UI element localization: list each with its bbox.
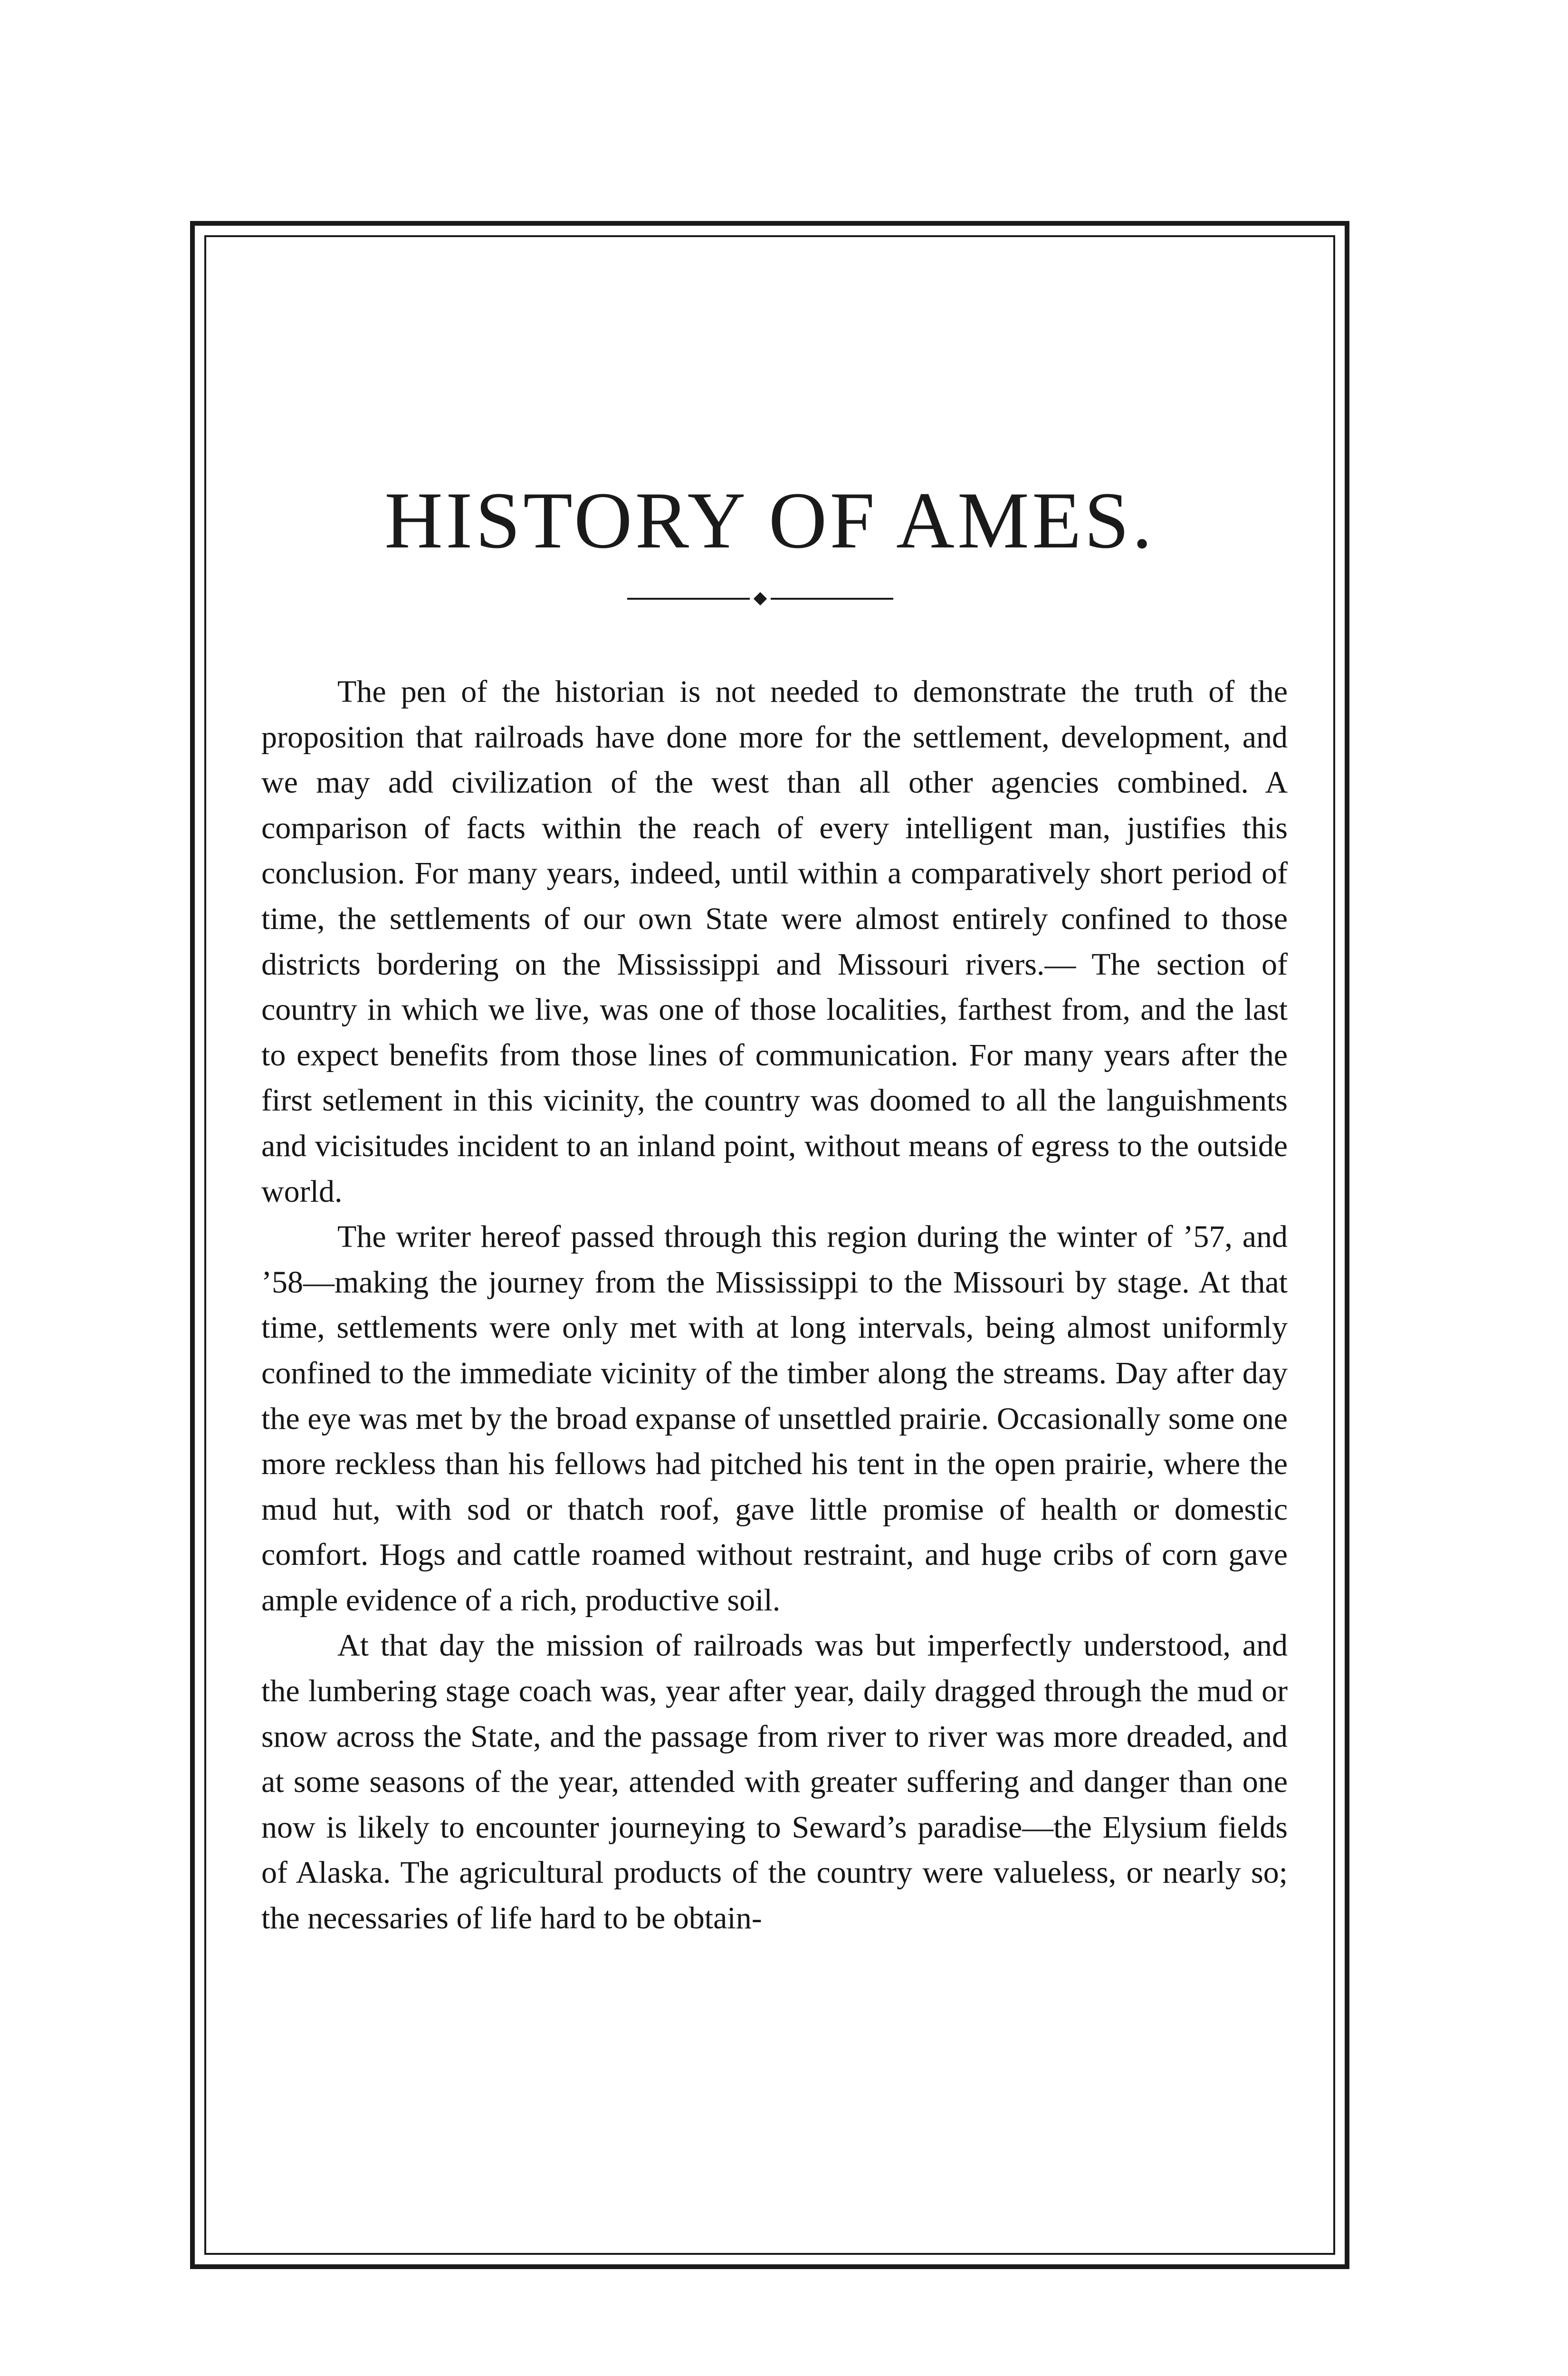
body-text [261,669,1288,1941]
ornament-rule-right [771,598,893,600]
ornament-diamond [754,592,767,605]
paragraph-2: The writer hereof passed through this region during the winter of ’57, and ’58—making the journey from the Mississippi to the Missouri by stage. At that time, settlements were only met with at long intervals, being almost uniformly confined to the immediate vicinity of the timber along the streams. Day after day the eye was met by the broad expanse of unsettled prairie. Occasionally some one more reckless than his fellows had pitched his tent in the open prairie, where the mud hut, with sod or thatch roof, gave little promise of health or domestic comfort. Hogs and cattle roamed without restraint, and huge cribs of corn gave ample evidence of a rich, productive soil. [261,1219,1288,1618]
chapter-title: HISTORY OF AMES. [384,476,1155,565]
ornament-rule-left [627,598,750,600]
diamond-rule-icon [627,592,893,606]
paragraph-3: At that day the mission of railroads was but imperfectly understood, and the lumbering stage coach was, year after year, daily dragged through the mud or snow across the State, and the passage from river to river was more dreaded, and at some seasons of the year, attended with greater suffering and danger than one now is likely to encounter journeying to Seward’s paradise—the Elysium fields of Alaska. The agricultural products of the country were valueless, or nearly so; the necessaries of life hard to be obtain- [261,1628,1288,1936]
paragraph-1: The pen of the historian is not needed to demonstrate the truth of the proposition that railroads have done more for the settlement, development, and we may add civilization of the west than all other agencies combined. A comparison of facts within the reach of every intelligent man, justifies this conclusion. For many years, indeed, until within a comparatively short period of time, the settlements of our own State were almost entirely confined to those districts bordering on the Mississippi and Missouri rivers.— The section of country in which we live, was one of those localities, farthest from, and the last to expect benefits from those lines of communication. For many years after the first setlement in this vicinity, the country was doomed to all the languishments and vicisitudes incident to an inland point, without means of egress to the outside world. [261,674,1288,1209]
